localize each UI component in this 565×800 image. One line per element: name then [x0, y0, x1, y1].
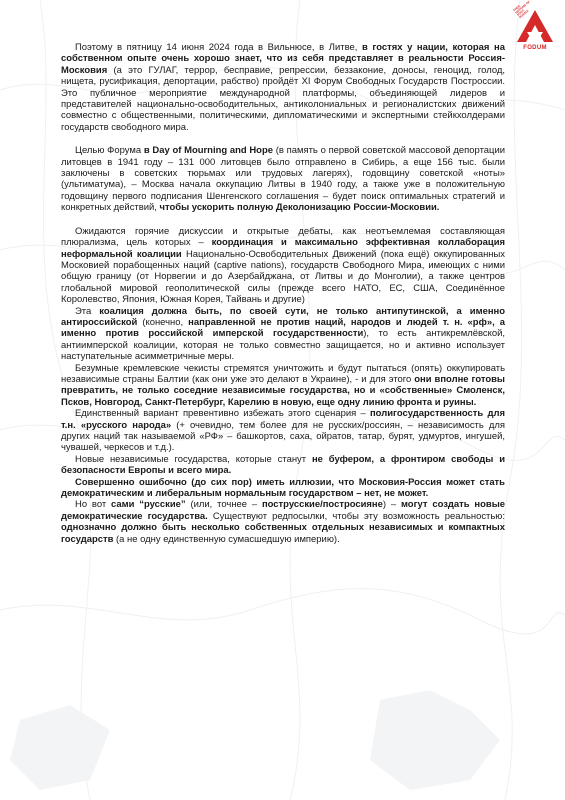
- paragraph: [61, 145, 505, 213]
- text: (или, точнее –: [185, 499, 262, 511]
- bold-text: координация и максимально эффективная коллаборация неформальной коалиции: [61, 237, 505, 260]
- text: Единственный вариант превентивно избежать этого сценария –: [75, 408, 370, 420]
- text: Национально-Освободительных Движений (пока ещё) оккупированных Московией порабощенных наций (captive nations), государств Свободного Мира, имеющих с ними общую границу (от Норвегии и до Азербайджана, от Литвы и до Монголии), а также центров глобальной мировой геополитической силы (прежде всего НАТО, ЕС, США, Соединённое Королевство, Япония, Южная Корея, Тайвань и другие): [61, 248, 505, 306]
- text: Но вот: [75, 499, 112, 511]
- text: Целью Форума: [75, 145, 144, 157]
- paragraph: [61, 499, 505, 545]
- bold-text: чтобы ускорить полную Деколонизацию России-Московии.: [159, 202, 440, 214]
- bold-text: Совершенно ошибочно (до сих пор) иметь иллюзии, что Московия-Россия может стать демократическим и либеральным нормальным государством – нет, не может.: [61, 476, 505, 500]
- bold-text: в гостях у нации, которая на собственном опыте очень хорошо знает, что из себя представляет в реальности Россия-Московия: [61, 42, 505, 76]
- paragraph: [61, 363, 505, 409]
- logo-tagline: FREE NATIONS OF POST-RUSSIA: [512, 0, 531, 20]
- paragraph: [61, 42, 505, 133]
- text: (+ очевидно, тем более для не русских/россиян, – независимость для других наций так называемой «РФ» – башкортов, саха, ойратов, татар, бурят, удмуртов, ингушей, чувашей, черкесов и т.д.).: [61, 419, 506, 454]
- text: Поэтому в пятницу 14 июня 2024 года в Вильнюсе, в Литве,: [75, 42, 362, 53]
- bold-text: могут создать новые демократические государства.: [61, 499, 505, 522]
- article-body: [61, 42, 505, 545]
- bold-text: сами “русские”: [111, 499, 186, 511]
- text: Ожидаются горячие дискуссии и открытые дебаты, как неотъемлемая составляющая плюрализма, цель которых –: [61, 225, 505, 249]
- bold-text: не буфером, а фронтиром свободы и безопасности Европы и всего мира.: [61, 453, 506, 477]
- fodum-logo: [512, 0, 557, 56]
- text: (в память о первой советской массовой депортации литовцев в 1941 году – 131 000 литовцев было отправлено в Сибирь, а еще 156 тыс. были заключены в советских тюрьмах или трудовых лагерях), годовщину советской «ноты» (ультиматума), – Москва начала оккупацию Литвы в 1940 году, а также уже в положительную годовщину первого подписания Шенгенского соглашения – будет поиск оптимальных стратегий и конкретных действий,: [61, 145, 505, 214]
- text: ) –: [382, 499, 401, 511]
- bold-text: коалиция должна быть, по своей сути, не только антипутинской, а именно антироссийской: [61, 305, 506, 328]
- paragraph: [61, 454, 505, 477]
- text: (конечно,: [137, 316, 189, 328]
- bold-text: в Day of Mourning and Hope: [143, 145, 273, 157]
- bold-text: пострусские/постросияне: [261, 499, 383, 511]
- text: Новые независимые государства, которые станут: [75, 453, 312, 465]
- paragraph: [61, 477, 505, 500]
- paragraph: [61, 226, 505, 306]
- paragraph: [61, 306, 505, 363]
- logo-label: FODUM: [523, 45, 547, 51]
- bold-text: они вполне готовы превратить, не только соседние независимые государства, но и «собственные» Смоленск, Псков, Новгород, Санкт-Петербург, Карелию в новую, еще одну линию фронта и руины.: [61, 373, 505, 408]
- text: Безумные кремлевские чекисты стремятся уничтожить и будут пытаться (опять) оккупировать независимые страны Балтии (как они уже это делают в Украине), - и для этого: [61, 362, 505, 385]
- bold-text: полигосударственность для т.н. «русского народа»: [61, 408, 505, 431]
- text: ), то есть антикремлёвской, антиимперской коалиции, которая не только совместно защищается, но и активно использует наступательные асимметричные меры.: [61, 328, 505, 363]
- text: Эта: [75, 305, 100, 317]
- text: Существуют редпосылки, чтобы эту возможность реальностью:: [207, 510, 505, 522]
- bold-text: направленной не против наций, народов и людей т. н. «рф», а именно против российской имперской государственности: [61, 316, 505, 340]
- text: (а не одну единственную сумасшедшую империю).: [113, 533, 340, 545]
- paragraph: [61, 408, 505, 454]
- text: (а это ГУЛАГ, террор, бесправие, репрессии, беззаконие, доносы, геноцид, голод, нищета, русификация, депортации, рабство) пройдёт XI Форум Свободных Государств Построссии. Это публичное мероприятие международной платформы, объединяющей лидеров и представителей национально-освободительных, антиколониальных и регионалистских движений совместно с общественными, политическими, дипломатическими и экспертными стейкхолдерами государств свободного мира.: [61, 64, 505, 133]
- bold-text: однозначно должно быть несколько собственных отдельных независимых и компактных государств: [61, 522, 505, 545]
